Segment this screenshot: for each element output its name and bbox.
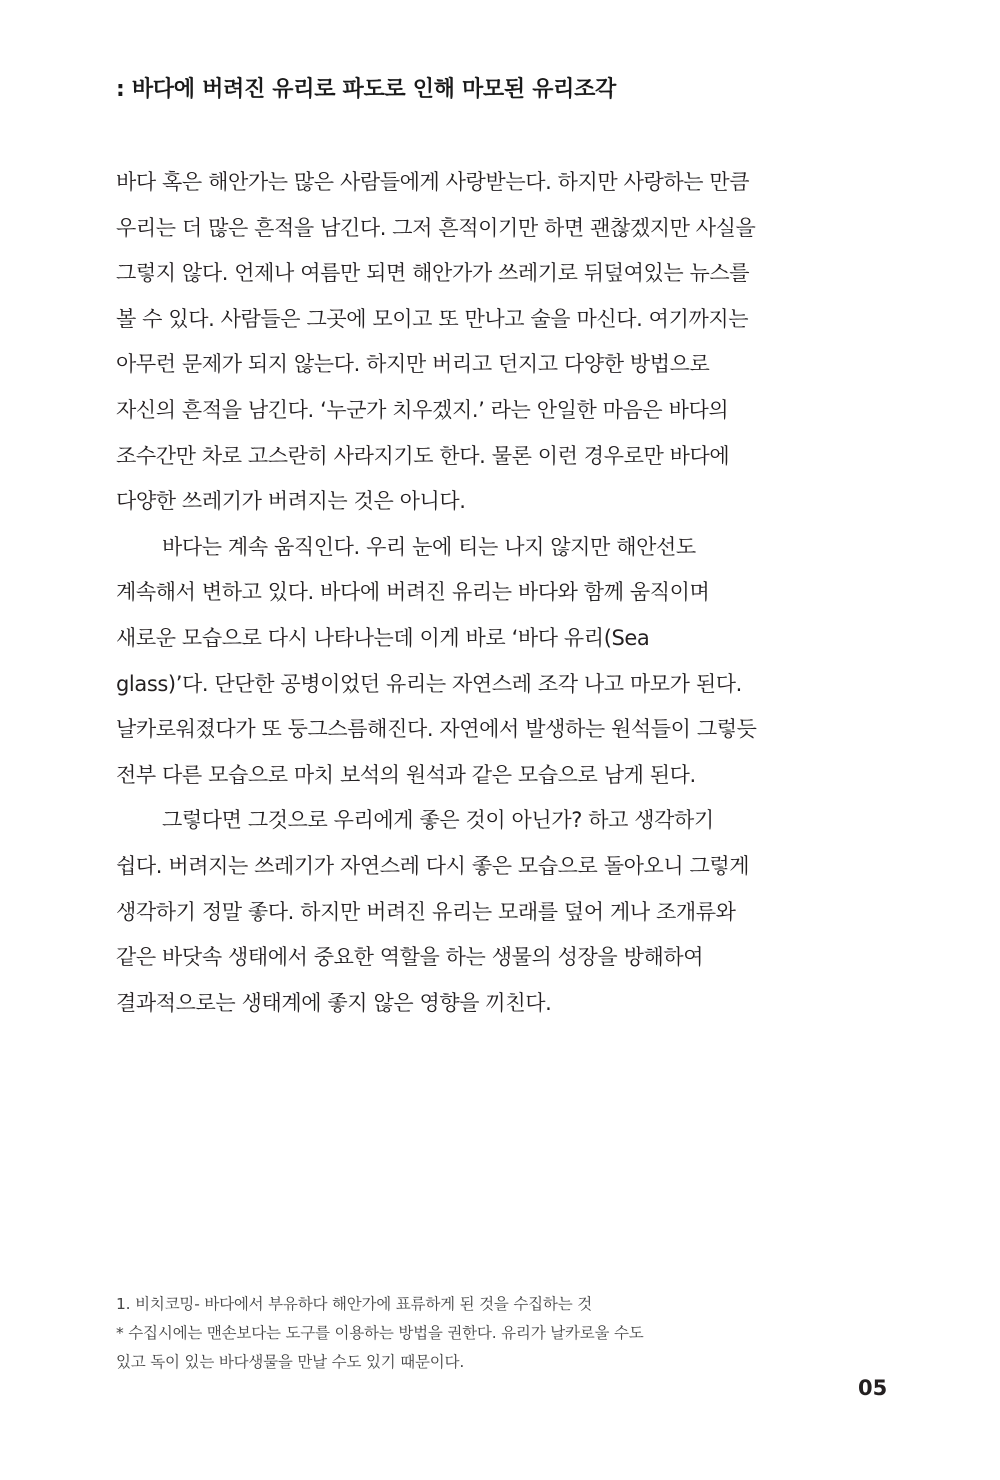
body-line: 우리는 더 많은 흔적을 남긴다. 그저 흔적이기만 하면 괜찮겠지만 사실을 (116, 215, 756, 240)
footnote-line: * 수집시에는 맨손보다는 도구를 이용하는 방법을 권한다. 유리가 날카로울 수도 (116, 1324, 644, 1342)
body-line-paragraph-start: 그렇다면 그것으로 우리에게 좋은 것이 아닌가? 하고 생각하기 (162, 808, 714, 833)
body-line-paragraph-start: 바다는 계속 움직인다. 우리 눈에 티는 나지 않지만 해안선도 (162, 534, 696, 559)
body-line: 날카로워졌다가 또 둥그스름해진다. 자연에서 발생하는 원석들이 그렇듯 (116, 717, 757, 742)
body-line: 전부 다른 모습으로 마치 보석의 원석과 같은 모습으로 남게 된다. (116, 762, 696, 787)
body-line: 계속해서 변하고 있다. 바다에 버려진 유리는 바다와 함께 움직이며 (116, 580, 710, 605)
body-line: 조수간만 차로 고스란히 사라지기도 한다. 물론 이런 경우로만 바다에 (116, 443, 730, 468)
footnote-line: 1. 비치코밍- 바다에서 부유하다 해안가에 표류하게 된 것을 수집하는 것 (116, 1295, 592, 1313)
body-line: 생각하기 정말 좋다. 하지만 버려진 유리는 모래를 덮어 게나 조개류와 (116, 899, 736, 924)
body-line: 다양한 쓰레기가 버려지는 것은 아니다. (116, 489, 466, 514)
page-number: 05 (858, 1376, 888, 1400)
body-line: 그렇지 않다. 언제나 여름만 되면 해안가가 쓰레기로 뒤덮여있는 뉴스를 (116, 261, 750, 286)
body-line: 같은 바닷속 생태에서 중요한 역할을 하는 생물의 성장을 방해하여 (116, 945, 704, 970)
body-line: 쉽다. 버려지는 쓰레기가 자연스레 다시 좋은 모습으로 돌아오니 그렇게 (116, 853, 750, 878)
body-text (116, 160, 856, 1026)
body-line: 아무런 문제가 되지 않는다. 하지만 버리고 던지고 다양한 방법으로 (116, 352, 710, 377)
body-line: 자신의 흔적을 남긴다. ‘누군가 치우겠지.’ 라는 안일한 마음은 바다의 (116, 397, 729, 422)
footnote-line: 있고 독이 있는 바다생물을 만날 수도 있기 때문이다. (116, 1353, 465, 1371)
body-line: 바다 혹은 해안가는 많은 사람들에게 사랑받는다. 하지만 사랑하는 만큼 (116, 170, 750, 194)
body-line: 볼 수 있다. 사람들은 그곳에 모이고 또 만나고 술을 마신다. 여기까지는 (116, 306, 749, 331)
section-heading: : 바다에 버려진 유리로 파도로 인해 마모된 유리조각 (116, 77, 617, 102)
body-line: glass)’다. 단단한 공병이었던 유리는 자연스레 조각 나고 마모가 된다. (116, 671, 742, 696)
footnotes (116, 1290, 816, 1377)
body-line: 결과적으로는 생태계에 좋지 않은 영향을 끼친다. (116, 990, 552, 1015)
body-line: 새로운 모습으로 다시 나타나는데 이게 바로 ‘바다 유리(Sea (116, 625, 650, 650)
